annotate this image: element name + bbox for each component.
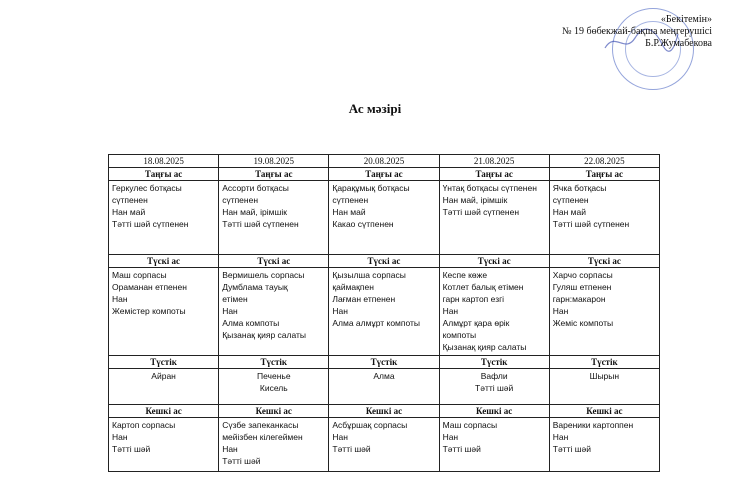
date-cell: 19.08.2025 [219,155,329,168]
lunch-header-row [109,255,660,268]
menu-item: Ячка ботқасы [552,183,607,193]
menu-item: Үнтақ ботқасы сүтпенен [442,183,537,193]
menu-item: Нан [222,306,238,316]
menu-item: Нан май [332,207,366,217]
menu-item: Лағман етпенен [332,294,396,304]
menu-cell [549,418,659,472]
menu-item: Қарақұмық ботқасы [332,183,410,193]
meal-label: Түскі ас [329,255,439,268]
menu-table [108,154,660,472]
menu-item: сүтпенен [112,195,148,205]
menu-item: сүтпенен [552,195,589,205]
menu-item: Печенье [257,371,291,381]
menu-cell [549,369,659,405]
breakfast-row [109,181,660,255]
menu-item: Тәтті шәй [332,444,371,454]
menu-item: Нан [332,432,348,442]
menu-cell [439,268,549,356]
menu-item: Вермишель сорпасы [222,270,305,280]
menu-item: Нан [552,432,569,442]
meal-label: Таңғы ас [549,168,659,181]
menu-item: гарн:макарон [552,294,606,304]
menu-item: Тәтті шәй [552,444,591,454]
menu-item: Котлет балық етімен [442,282,524,292]
menu-item: Қызанақ қияр салаты [222,330,307,340]
menu-item: Шырын [589,371,620,381]
menu-cell [219,369,329,405]
menu-item: Картоп сорпасы [112,420,176,430]
menu-cell [329,369,439,405]
menu-item: Тәтті шәй [222,456,261,466]
meal-label: Кешкі ас [439,405,549,418]
menu-item: Нан [442,432,459,442]
snack-row [109,369,660,405]
date-row [109,155,660,168]
menu-item: Нан [112,432,128,442]
menu-cell [549,181,659,255]
menu-item: қаймақпен [332,282,374,292]
menu-item: Тәтті шәй сүтпенен [442,207,520,217]
menu-cell [329,418,439,472]
lunch-row [109,268,660,356]
menu-cell [219,268,329,356]
menu-item: Маш сорпасы [112,270,167,280]
menu-cell [219,418,329,472]
menu-item: Ассорти ботқасы [222,183,289,193]
dinner-header-row [109,405,660,418]
menu-item: Тәтті шәй [442,444,481,454]
menu-item: Қызанақ қияр салаты [442,342,527,352]
menu-item: Қызылша сорпасы [332,270,406,280]
menu-item: Алма алмұрт компоты [332,318,421,328]
meal-label: Таңғы ас [219,168,329,181]
menu-item: Вафли [480,371,508,381]
menu-item: Какао сүтпенен [332,219,394,229]
meal-label: Түстік [549,356,659,369]
menu-cell [109,268,219,356]
approval-heading: «Бекітемін» [660,14,712,25]
menu-item: Думблама тауық [222,282,288,292]
menu-item: Вареники картоппен [552,420,634,430]
menu-item: Тәтті шәй сүтпенен [222,219,299,229]
approval-signatory: Б.Р.Жумабекова [645,38,712,49]
menu-item: сүтпенен [222,195,259,205]
menu-item: Тәтті шәй сүтпенен [112,219,189,229]
meal-label: Түскі ас [439,255,549,268]
approval-position: № 19 бөбекжай-бақша меңгерушісі [561,26,712,37]
meal-label: Түскі ас [549,255,659,268]
menu-item: Гуляш етпенен [552,282,612,292]
menu-cell [329,181,439,255]
menu-item: гарн картоп езгі [442,294,505,304]
menu-item: компоты [442,330,477,340]
menu-cell [439,181,549,255]
menu-item: Маш сорпасы [442,420,498,430]
menu-cell [109,181,219,255]
meal-label: Кешкі ас [549,405,659,418]
menu-item: Харчо сорпасы [552,270,613,280]
menu-item: Нан [222,444,238,454]
date-cell: 22.08.2025 [549,155,659,168]
snack-header-row [109,356,660,369]
menu-item: Нан май [112,207,146,217]
menu-item: Нан [332,306,348,316]
menu-item: Нан [442,306,459,316]
menu-cell [109,369,219,405]
menu-cell [329,268,439,356]
menu-item: Нан [112,294,128,304]
menu-cell [549,268,659,356]
meal-label: Кешкі ас [219,405,329,418]
meal-label: Таңғы ас [329,168,439,181]
menu-item: Айран [151,371,176,381]
menu-item: Тәтті шәй [475,383,514,393]
page-title: Ас мәзірі [348,101,402,116]
meal-label: Түскі ас [109,255,219,268]
menu-item: Нан май [552,207,586,217]
menu-item: Алма [373,371,395,381]
menu-item: Алмұрт қара өрік [442,318,510,328]
meal-label: Түстік [329,356,439,369]
meal-label: Кешкі ас [329,405,439,418]
meal-label: Таңғы ас [439,168,549,181]
menu-cell [109,418,219,472]
meal-label: Түскі ас [219,255,329,268]
dinner-row [109,418,660,472]
menu-item: Ораманан етпенен [112,282,187,292]
approval-block [492,14,712,50]
menu-item: етімен [222,294,248,304]
meal-label: Түстік [439,356,549,369]
meal-label: Түстік [109,356,219,369]
menu-item: Тәтті шәй [112,444,151,454]
menu-item: Жеміс компоты [552,318,614,328]
menu-cell [439,369,549,405]
date-cell: 18.08.2025 [109,155,219,168]
meal-label: Түстік [219,356,329,369]
menu-item: Нан май, ірімшік [222,207,287,217]
menu-item: Кисель [259,383,288,393]
menu-item: Кеспе көже [442,270,488,280]
menu-item: Геркулес ботқасы [112,183,182,193]
menu-item: Нан [552,306,569,316]
menu-cell [219,181,329,255]
breakfast-header-row [109,168,660,181]
menu-item: Асбұршақ сорпасы [332,420,408,430]
date-cell: 21.08.2025 [439,155,549,168]
menu-item: Нан май, ірімшік [442,195,508,205]
meal-label: Кешкі ас [109,405,219,418]
menu-item: Жемістер компоты [112,306,186,316]
meal-label: Таңғы ас [109,168,219,181]
menu-item: Сүзбе запеканкасы [222,420,299,430]
date-cell: 20.08.2025 [329,155,439,168]
menu-item: мейізбен кілегеймен [222,432,303,442]
menu-item: Алма компоты [222,318,280,328]
menu-item: сүтпенен [332,195,369,205]
menu-cell [439,418,549,472]
menu-item: Тәтті шәй сүтпенен [552,219,630,229]
